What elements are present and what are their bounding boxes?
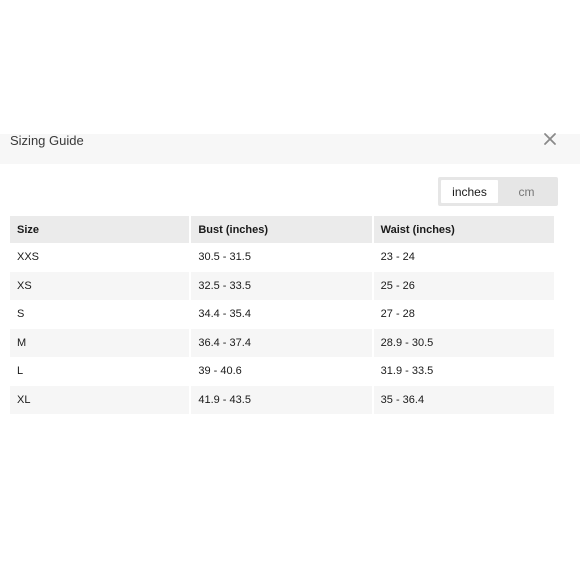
table-row [10, 272, 554, 301]
size-cell: XL [10, 386, 189, 415]
table-row [10, 329, 554, 358]
unit-toggle [438, 177, 558, 206]
unit-option-inches[interactable]: inches [441, 180, 498, 203]
size-cell: M [10, 329, 189, 358]
bust-cell: 36.4 - 37.4 [191, 329, 371, 358]
close-button[interactable] [542, 131, 558, 147]
table-row [10, 243, 554, 272]
table-row [10, 357, 554, 386]
size-table [8, 216, 556, 414]
waist-cell: 25 - 26 [374, 272, 554, 301]
bust-cell: 41.9 - 43.5 [191, 386, 371, 415]
waist-cell: 35 - 36.4 [374, 386, 554, 415]
bust-cell: 39 - 40.6 [191, 357, 371, 386]
size-cell: XXS [10, 243, 189, 272]
dialog-title: Sizing Guide [10, 133, 84, 148]
close-icon [542, 131, 558, 147]
waist-cell: 23 - 24 [374, 243, 554, 272]
column-header-size: Size [10, 216, 189, 243]
column-header-bust: Bust (inches) [191, 216, 371, 243]
waist-cell: 27 - 28 [374, 300, 554, 329]
dialog-header [0, 134, 580, 164]
size-cell: XS [10, 272, 189, 301]
waist-cell: 28.9 - 30.5 [374, 329, 554, 358]
bust-cell: 32.5 - 33.5 [191, 272, 371, 301]
table-row [10, 386, 554, 415]
table-row [10, 300, 554, 329]
unit-option-cm[interactable]: cm [518, 184, 535, 199]
bust-cell: 30.5 - 31.5 [191, 243, 371, 272]
size-cell: L [10, 357, 189, 386]
waist-cell: 31.9 - 33.5 [374, 357, 554, 386]
size-cell: S [10, 300, 189, 329]
column-header-waist: Waist (inches) [374, 216, 554, 243]
bust-cell: 34.4 - 35.4 [191, 300, 371, 329]
table-header-row [10, 216, 554, 243]
